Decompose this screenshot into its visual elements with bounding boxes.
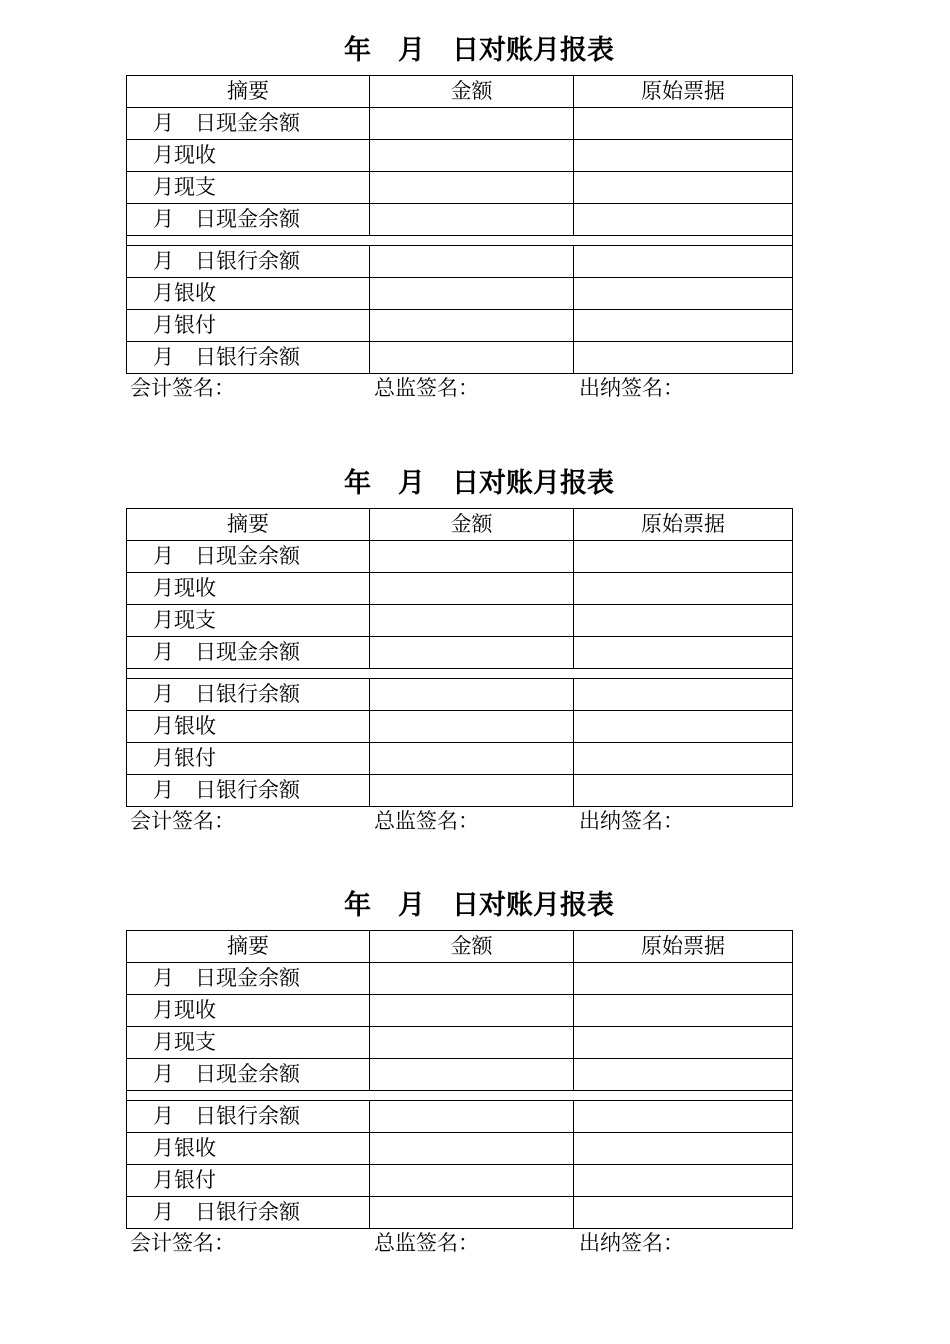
- row-label: 月 日现金余额: [127, 1059, 370, 1091]
- voucher-cell[interactable]: [574, 605, 793, 637]
- amount-cell[interactable]: [370, 637, 574, 669]
- table-row: [127, 711, 793, 743]
- voucher-cell[interactable]: [574, 1197, 793, 1229]
- voucher-cell[interactable]: [574, 108, 793, 140]
- table-row: [127, 1059, 793, 1091]
- row-label: 月银收: [127, 1133, 370, 1165]
- row-label: 月现收: [127, 573, 370, 605]
- table-row: [127, 172, 793, 204]
- voucher-cell[interactable]: [574, 775, 793, 807]
- table-row: [127, 963, 793, 995]
- accountant-signature-label: 会计签名：: [130, 376, 235, 400]
- header-summary: 摘要: [127, 76, 370, 108]
- amount-cell[interactable]: [370, 1059, 574, 1091]
- amount-cell[interactable]: [370, 140, 574, 172]
- voucher-cell[interactable]: [574, 140, 793, 172]
- voucher-cell[interactable]: [574, 1101, 793, 1133]
- voucher-cell[interactable]: [574, 1165, 793, 1197]
- amount-cell[interactable]: [370, 172, 574, 204]
- header-amount: 金额: [370, 509, 574, 541]
- table-row: [127, 246, 793, 278]
- row-label: 月银收: [127, 278, 370, 310]
- header-original-voucher: 原始票据: [574, 76, 793, 108]
- row-label: 月现支: [127, 605, 370, 637]
- row-label: 月现收: [127, 995, 370, 1027]
- amount-cell[interactable]: [370, 204, 574, 236]
- voucher-cell[interactable]: [574, 246, 793, 278]
- voucher-cell[interactable]: [574, 679, 793, 711]
- voucher-cell[interactable]: [574, 637, 793, 669]
- amount-cell[interactable]: [370, 605, 574, 637]
- cashier-signature-label: 出纳签名：: [579, 1231, 684, 1255]
- table-row: [127, 278, 793, 310]
- voucher-cell[interactable]: [574, 1059, 793, 1091]
- header-row: [127, 76, 793, 108]
- row-label: 月 日银行余额: [127, 342, 370, 374]
- amount-cell[interactable]: [370, 995, 574, 1027]
- amount-cell[interactable]: [370, 1197, 574, 1229]
- table-row: [127, 1197, 793, 1229]
- table-row: [127, 108, 793, 140]
- row-label: 月现支: [127, 1027, 370, 1059]
- amount-cell[interactable]: [370, 541, 574, 573]
- table-row: [127, 1101, 793, 1133]
- signature-line: [0, 806, 950, 836]
- report-title-text: 年 月 日对账月报表: [344, 890, 614, 921]
- amount-cell[interactable]: [370, 1133, 574, 1165]
- row-label: 月 日银行余额: [127, 775, 370, 807]
- amount-cell[interactable]: [370, 310, 574, 342]
- divider-cell: [127, 236, 793, 246]
- section-divider-row: [127, 1091, 793, 1101]
- amount-cell[interactable]: [370, 775, 574, 807]
- amount-cell[interactable]: [370, 743, 574, 775]
- director-signature-label: 总监签名：: [374, 1231, 479, 1255]
- voucher-cell[interactable]: [574, 342, 793, 374]
- amount-cell[interactable]: [370, 1101, 574, 1133]
- divider-cell: [127, 669, 793, 679]
- section-divider-row: [127, 236, 793, 246]
- row-label: 月银收: [127, 711, 370, 743]
- amount-cell[interactable]: [370, 573, 574, 605]
- amount-cell[interactable]: [370, 1165, 574, 1197]
- table-row: [127, 1133, 793, 1165]
- table-row: [127, 573, 793, 605]
- amount-cell[interactable]: [370, 711, 574, 743]
- report-title: [0, 31, 950, 71]
- cashier-signature-label: 出纳签名：: [579, 376, 684, 400]
- signature-line: [0, 1228, 950, 1258]
- header-summary: 摘要: [127, 509, 370, 541]
- voucher-cell[interactable]: [574, 995, 793, 1027]
- report-title-text: 年 月 日对账月报表: [344, 468, 614, 499]
- amount-cell[interactable]: [370, 108, 574, 140]
- row-label: 月 日现金余额: [127, 204, 370, 236]
- header-amount: 金额: [370, 931, 574, 963]
- row-label: 月 日银行余额: [127, 679, 370, 711]
- voucher-cell[interactable]: [574, 963, 793, 995]
- voucher-cell[interactable]: [574, 278, 793, 310]
- header-row: [127, 509, 793, 541]
- table-row: [127, 1027, 793, 1059]
- table-row: [127, 605, 793, 637]
- director-signature-label: 总监签名：: [374, 809, 479, 833]
- signature-line: [0, 373, 950, 403]
- section-divider-row: [127, 669, 793, 679]
- row-label: 月 日现金余额: [127, 108, 370, 140]
- director-signature-label: 总监签名：: [374, 376, 479, 400]
- row-label: 月 日银行余额: [127, 1101, 370, 1133]
- table-row: [127, 775, 793, 807]
- voucher-cell[interactable]: [574, 204, 793, 236]
- reconciliation-table: [126, 930, 793, 1229]
- amount-cell[interactable]: [370, 342, 574, 374]
- table-row: [127, 743, 793, 775]
- header-original-voucher: 原始票据: [574, 509, 793, 541]
- reconciliation-table: [126, 75, 793, 374]
- voucher-cell[interactable]: [574, 573, 793, 605]
- header-summary: 摘要: [127, 931, 370, 963]
- row-label: 月银付: [127, 743, 370, 775]
- row-label: 月 日银行余额: [127, 1197, 370, 1229]
- table-row: [127, 679, 793, 711]
- voucher-cell[interactable]: [574, 711, 793, 743]
- voucher-cell[interactable]: [574, 1133, 793, 1165]
- row-label: 月 日现金余额: [127, 541, 370, 573]
- voucher-cell[interactable]: [574, 1027, 793, 1059]
- row-label: 月现收: [127, 140, 370, 172]
- row-label: 月 日现金余额: [127, 637, 370, 669]
- header-original-voucher: 原始票据: [574, 931, 793, 963]
- table-row: [127, 204, 793, 236]
- voucher-cell[interactable]: [574, 172, 793, 204]
- table-row: [127, 637, 793, 669]
- row-label: 月 日银行余额: [127, 246, 370, 278]
- accountant-signature-label: 会计签名：: [130, 1231, 235, 1255]
- row-label: 月银付: [127, 310, 370, 342]
- report-title: [0, 464, 950, 504]
- header-row: [127, 931, 793, 963]
- header-amount: 金额: [370, 76, 574, 108]
- amount-cell[interactable]: [370, 963, 574, 995]
- voucher-cell[interactable]: [574, 743, 793, 775]
- amount-cell[interactable]: [370, 1027, 574, 1059]
- amount-cell[interactable]: [370, 278, 574, 310]
- report-title-text: 年 月 日对账月报表: [344, 35, 614, 66]
- report-title: [0, 886, 950, 926]
- table-row: [127, 995, 793, 1027]
- row-label: 月现支: [127, 172, 370, 204]
- voucher-cell[interactable]: [574, 310, 793, 342]
- table-row: [127, 310, 793, 342]
- voucher-cell[interactable]: [574, 541, 793, 573]
- reconciliation-table: [126, 508, 793, 807]
- cashier-signature-label: 出纳签名：: [579, 809, 684, 833]
- amount-cell[interactable]: [370, 679, 574, 711]
- table-row: [127, 342, 793, 374]
- table-row: [127, 1165, 793, 1197]
- table-row: [127, 541, 793, 573]
- row-label: 月银付: [127, 1165, 370, 1197]
- table-row: [127, 140, 793, 172]
- row-label: 月 日现金余额: [127, 963, 370, 995]
- divider-cell: [127, 1091, 793, 1101]
- accountant-signature-label: 会计签名：: [130, 809, 235, 833]
- amount-cell[interactable]: [370, 246, 574, 278]
